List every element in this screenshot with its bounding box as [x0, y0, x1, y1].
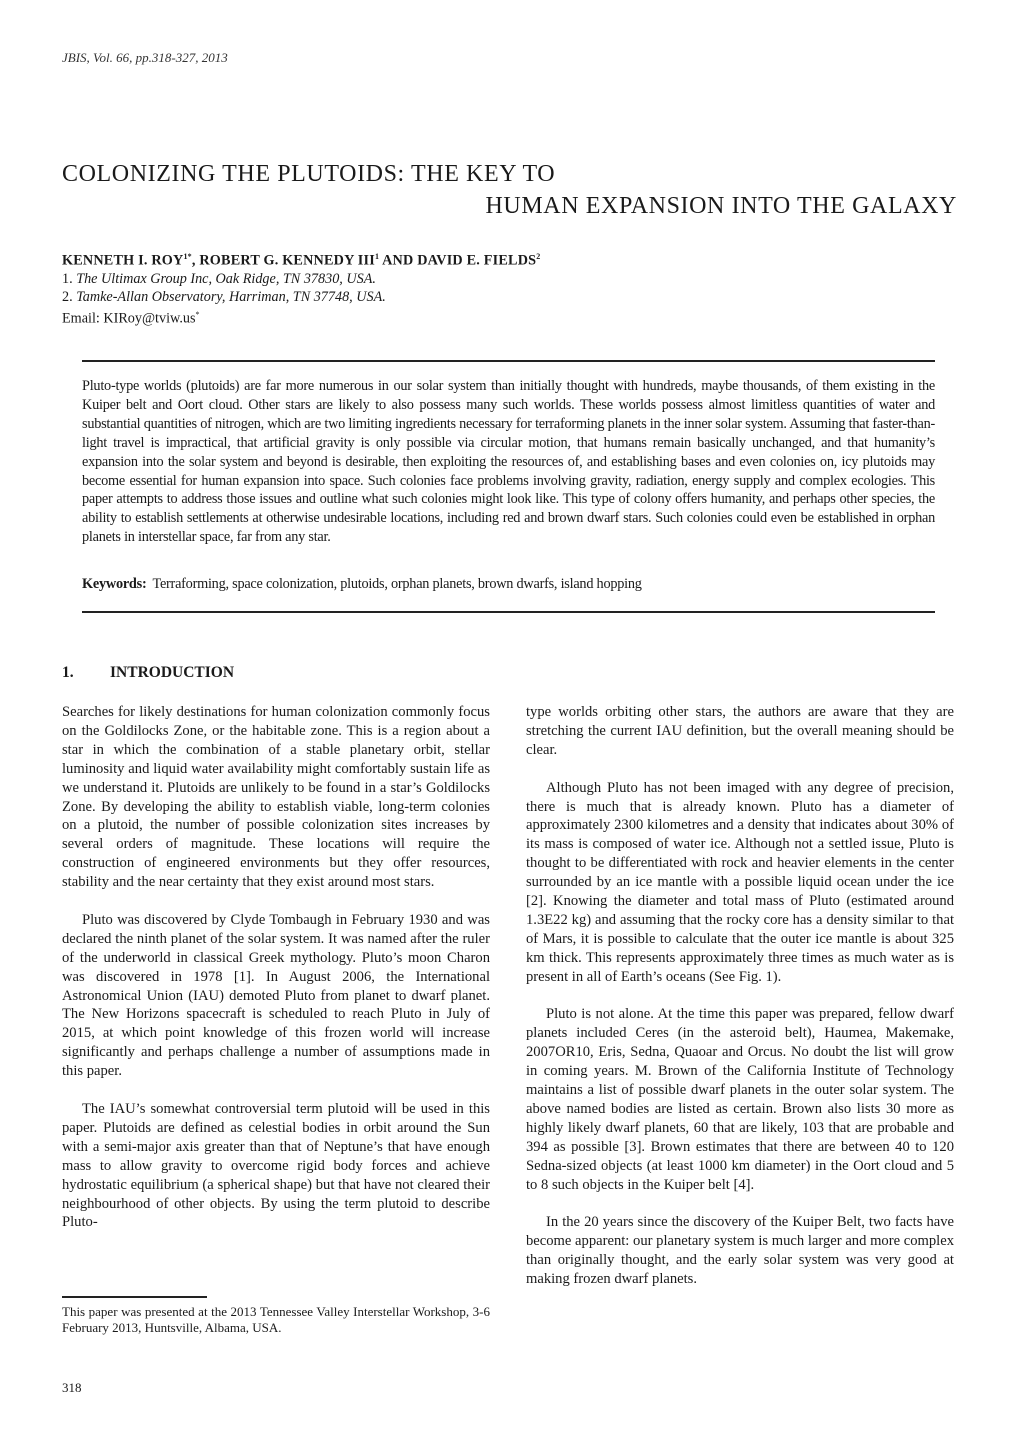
- section-number: 1.: [62, 664, 74, 681]
- affiliation: [62, 288, 540, 306]
- affiliation-text: Tamke-Allan Observatory, Harriman, TN 37748, USA.: [76, 288, 386, 305]
- body-paragraph: In the 20 years since the discovery of the Kuiper Belt, two facts have become apparent: our planetary system is much larger and more complex than originally thought, and the early solar system was very good at making frozen dwarf planets.: [526, 1214, 954, 1288]
- body-paragraph: type worlds orbiting other stars, the authors are aware that they are stretching the current IAU definition, but the overall meaning should be clear.: [526, 704, 954, 758]
- author-affiliation-mark: 1*: [183, 252, 192, 261]
- footnote: This paper was presented at the 2013 Tennessee Valley Interstellar Workshop, 3-6 February 2013, Huntsville, Albama, USA.: [62, 1304, 490, 1335]
- author-name: ROBERT G. KENNEDY III: [199, 252, 375, 269]
- author-names: [62, 248, 540, 270]
- left-column: [62, 703, 490, 1251]
- abstract-bottom-rule: [82, 611, 935, 613]
- abstract: Pluto-type worlds (plutoids) are far more numerous in our solar system than initially thought with hundreds, maybe thousands, of them existing in the Kuiper belt and Oort cloud. Other stars are likely to also possess many such worlds. These worlds possess almost limitless quantities of water and substantial quantities of nitrogen, which are two limiting ingredients necessary for terraforming planets in the inner solar system. Assuming that faster-than-light travel is impractical, that artificial gravity is only possible via circular motion, that humans remain basically unchanged, and that humanity’s expansion into the solar system and beyond is desirable, then exploiting the resources of, and establishing bases and even colonies on, icy plutoids may become essential for human expansion into space. Such colonies face problems involving gravity, radiation, energy supply and complex ecologies. This paper attempts to address those issues and outline what such colonies might look like. This type of colony offers humanity, and perhaps other species, the ability to establish settlements at otherwise undesirable locations, including red and brown dwarf stars. Such colonies could even be established in orphan planets in interstellar space, far from any star.: [82, 378, 935, 546]
- body-paragraph: Although Pluto has not been imaged with any degree of precision, there is much that is already known. Pluto has a diameter of approximately 2300 kilometres and a density that indicates about 30% of its mass is composed of water ice. Although not a settled issue, Pluto is thought to be differentiated with rock and heavier elements in the center surrounded by an ice mantle with a possible liquid ocean under the ice [2]. Knowing the diameter and total mass of Pluto (estimated around 1.3E22 kg) and assuming that the rocky core has a density similar to that of Mars, it is possible to calculate that the outer ice mantle is about 325 km thick. This represents approximately three times as much water as is present in all of Earth’s oceans (See Fig. 1).: [526, 779, 954, 985]
- keywords: [82, 576, 935, 593]
- author-affiliation-mark: 1: [374, 252, 380, 261]
- journal-reference: JBIS, Vol. 66, pp.318-327, 2013: [62, 50, 228, 65]
- body-paragraph: Pluto is not alone. At the time this paper was prepared, fellow dwarf planets included Ceres (in the asteroid belt), Haumea, Makemake, 2007OR10, Eris, Sedna, Quaoar and Orcus. No doubt the list will grow in coming years. M. Brown of the California Institute of Technology maintains a list of possible dwarf planets in the outer solar system. The above named bodies are listed as certain. Brown also lists 30 more as highly likely dwarf planets, 60 that are likely, 103 that are probable and 394 as possible [3]. Brown estimates that there are between 40 to 120 Sedna-sized objects (at least 1000 km diameter) in the Oort cloud and 5 to 8 such objects in the Kuiper belt [4].: [526, 1006, 954, 1193]
- right-column: [526, 703, 954, 1308]
- body-paragraph: The IAU’s somewhat controversial term plutoid will be used in this paper. Plutoids are defined as celestial bodies in orbit around the Sun with a semi-major axis greater than that of Neptune’s that have enough mass to allow gravity to overcome rigid body forces and achieve hydrostatic equilibrium (a spherical shape) but that have not cleared their neighbourhood of other objects. By using the term plutoid to describe Pluto-: [62, 1101, 490, 1231]
- email-text[interactable]: Email: KIRoy@tviw.us: [62, 310, 196, 327]
- title-line-1: COLONIZING THE PLUTOIDS: THE KEY TO: [62, 161, 556, 187]
- author-separator: ,: [191, 252, 200, 269]
- affiliation-text: The Ultimax Group Inc, Oak Ridge, TN 37830, USA.: [76, 270, 376, 287]
- affiliation: [62, 270, 540, 288]
- keywords-label: Keywords:: [82, 576, 147, 592]
- author-name: DAVID E. FIELDS: [417, 252, 537, 269]
- section-heading: [62, 664, 234, 682]
- body-paragraph: Searches for likely destinations for human colonization commonly focus on the Goldilocks Zone, or the habitable zone. This is a region about a star in which the combination of a stable planetary orbit, stellar luminosity and liquid water availability might comfortably sustain life as we understand it. Plutoids are unlikely to be found in a star’s Goldilocks Zone. By developing the ability to establish viable, long-term colonies on a plutoid, the number of possible colonization sites increases by several orders of magnitude. These locations will require the construction of engineered environments but they offer resources, stability and the near certainty that they exist around most stars.: [62, 704, 490, 891]
- abstract-top-rule: [82, 360, 935, 362]
- section-title: INTRODUCTION: [110, 664, 235, 681]
- footnote-rule: [62, 1296, 207, 1298]
- title-line-2: HUMAN EXPANSION INTO THE GALAXY: [485, 193, 957, 219]
- author-affiliation-mark: 2: [536, 252, 541, 261]
- author-block: [62, 248, 540, 327]
- author-separator: AND: [379, 252, 418, 269]
- body-paragraph: Pluto was discovered by Clyde Tombaugh in February 1930 and was declared the ninth planet of the solar system. It was named after the ruler of the underworld in classical Greek mythology. Pluto’s moon Charon was discovered in 1978 [1]. In August 2006, the International Astronomical Union (IAU) demoted Pluto from planet to dwarf planet. The New Horizons spacecraft is scheduled to reach Pluto in July of 2015, at which point knowledge of this frozen world will increase significantly and perhaps challenge a number of assumptions made in this paper.: [62, 911, 490, 1080]
- affiliation-number: 1.: [62, 270, 77, 287]
- email-mark: *: [195, 309, 200, 319]
- paper-title: [62, 158, 957, 222]
- author-name: KENNETH I. ROY: [62, 252, 184, 269]
- affiliation-number: 2.: [62, 288, 77, 305]
- page-number: 318: [62, 1380, 82, 1395]
- keywords-list: Terraforming, space colonization, plutoids, orphan planets, brown dwarfs, island hopping: [152, 576, 642, 592]
- author-email: [62, 306, 540, 328]
